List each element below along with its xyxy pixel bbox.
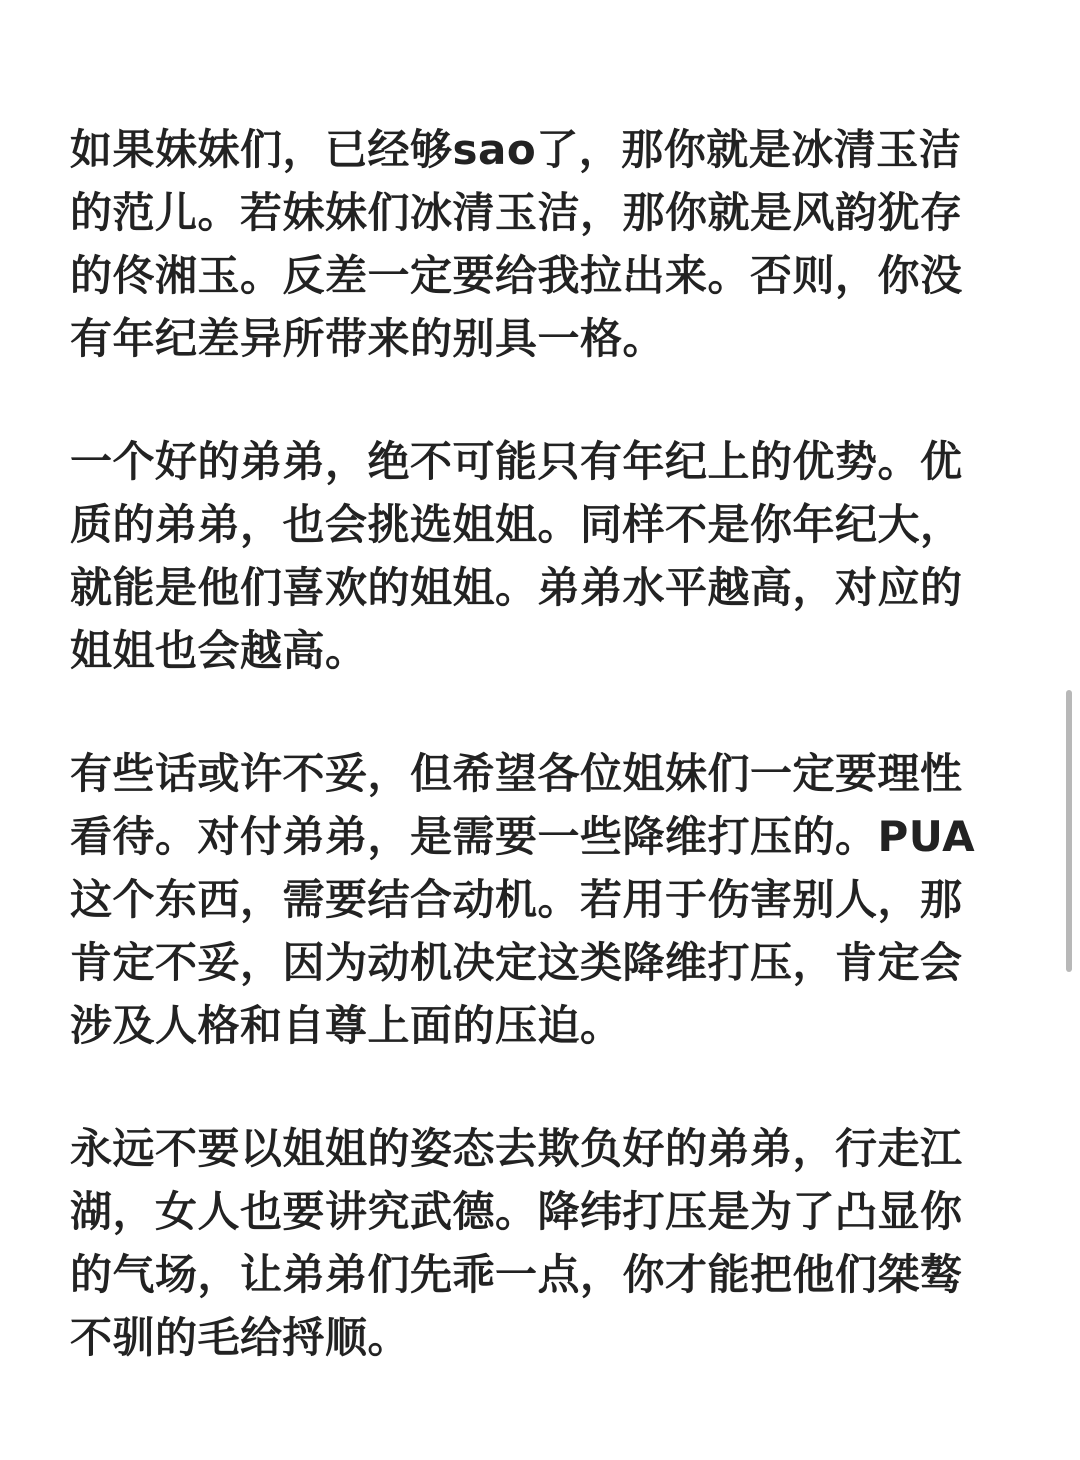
paragraph-4: 永远不要以姐姐的姿态去欺负好的弟弟，行走江湖，女人也要讲究武德。降纬打压是为了凸显你的气场，让弟弟们先乖一点，你才能把他们桀骜不驯的毛给捋顺。: [70, 1124, 963, 1362]
paragraph-2: 一个好的弟弟，绝不可能只有年纪上的优势。优质的弟弟，也会挑选姐姐。同样不是你年纪大，就能是他们喜欢的姐姐。弟弟水平越高，对应的姐姐也会越高。: [70, 437, 963, 675]
scrollbar-thumb[interactable]: [1066, 690, 1072, 972]
paragraph-1: 如果妹妹们，已经够sao了，那你就是冰清玉洁的范儿。若妹妹们冰清玉洁，那你就是风韵犹存的佟湘玉。反差一定要给我拉出来。否则，你没有年纪差异所带来的别具一格。: [70, 125, 963, 363]
article-body: [70, 118, 1000, 1369]
vertical-scrollbar[interactable]: [1066, 690, 1072, 972]
paragraph-3: 有些话或许不妥，但希望各位姐妹们一定要理性看待。对付弟弟，是需要一些降维打压的。PUA这个东西，需要结合动机。若用于伤害别人，那肯定不妥，因为动机决定这类降维打压，肯定会涉及人格和自尊上面的压迫。: [70, 749, 976, 1050]
